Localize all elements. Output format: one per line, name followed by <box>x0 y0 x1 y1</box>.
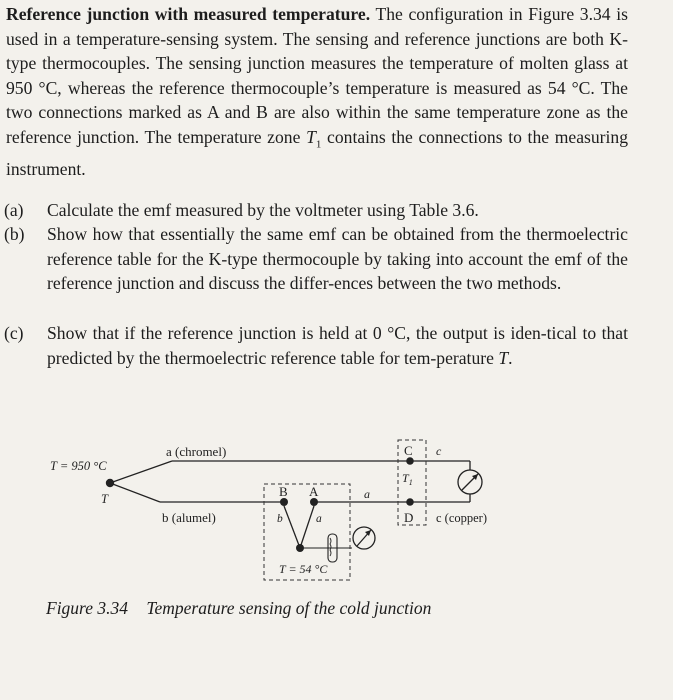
problem-paragraph <box>6 2 628 182</box>
copper-label: c (copper) <box>436 511 488 525</box>
t-variable: T <box>498 347 509 368</box>
item-text: Show how that essentially the same emf can be obtained from the thermoelectric reference table for the K-type thermocouple by taking into account the emf of the reference junction and discuss the differ-ences between the two methods. <box>47 224 628 294</box>
item-label: (c) <box>4 323 24 343</box>
problem-title: Reference junction with measured temperature. <box>6 4 371 24</box>
ref-leg-b <box>284 506 300 548</box>
zone-t1-label: $T_1$ <box>402 471 413 487</box>
node-c-dot <box>406 457 414 465</box>
caption-text: Temperature sensing of the cold junction <box>146 598 432 618</box>
ref-a-label: a <box>364 487 370 501</box>
ref-leg-a <box>300 506 314 548</box>
leg-b-label: b <box>277 513 283 525</box>
voltmeter-icon <box>458 470 482 494</box>
reference-junction-dot <box>296 544 304 552</box>
sensing-temp-label: T = 950 °C <box>50 459 107 473</box>
problem-intro: The configuration in Figure 3.34 is used in a temperature-sensing system. The sensing and reference junctions are both K-type thermocouples. The sensing junction measures the temperature of molten glass at 950 °C, whereas the reference thermocouple’s temperature is measured as 54 °C. The two connections marked as A and B are also within the same temperature zone as the reference junction. The temperature zone <box>6 4 628 147</box>
t1-subscript: 1 <box>315 138 322 151</box>
ref-temp-label: T = 54 °C <box>279 562 328 576</box>
sensing-t-label: T <box>101 492 108 506</box>
reference-thermometer-icon <box>328 527 375 562</box>
node-c-label: C <box>404 443 413 458</box>
leg-a-label: a <box>316 513 322 525</box>
figure-caption <box>46 598 431 619</box>
wire-c-label: c <box>436 444 442 458</box>
item-text: Calculate the emf measured by the voltmeter using Table 3.6. <box>47 200 479 220</box>
sensing-junction-dot <box>106 479 114 487</box>
wire-b-label: b (alumel) <box>162 510 216 525</box>
item-label: (b) <box>4 224 25 244</box>
caption-number: Figure 3.34 <box>46 598 128 618</box>
node-a-dot <box>310 498 318 506</box>
wire-a-chromel <box>110 461 172 483</box>
problem-intro-end: contains the connections to the measuring instrument. <box>6 126 629 180</box>
node-b-label: B <box>279 484 288 499</box>
t1-variable: T <box>306 126 316 147</box>
item-text: Show that if the reference junction is held at 0 °C, the output is iden-tical to that predicted by the thermoelectric reference table for tem-perature T. <box>47 323 628 368</box>
node-d-label: D <box>404 510 414 525</box>
thermocouple-circuit-diagram <box>0 420 673 620</box>
wire-a-label: a (chromel) <box>166 444 227 459</box>
wire-b-alumel <box>110 483 160 502</box>
item-label: (a) <box>4 200 24 220</box>
node-a-label: A <box>309 484 319 499</box>
node-b-dot <box>280 498 288 506</box>
node-d-dot <box>406 498 414 506</box>
